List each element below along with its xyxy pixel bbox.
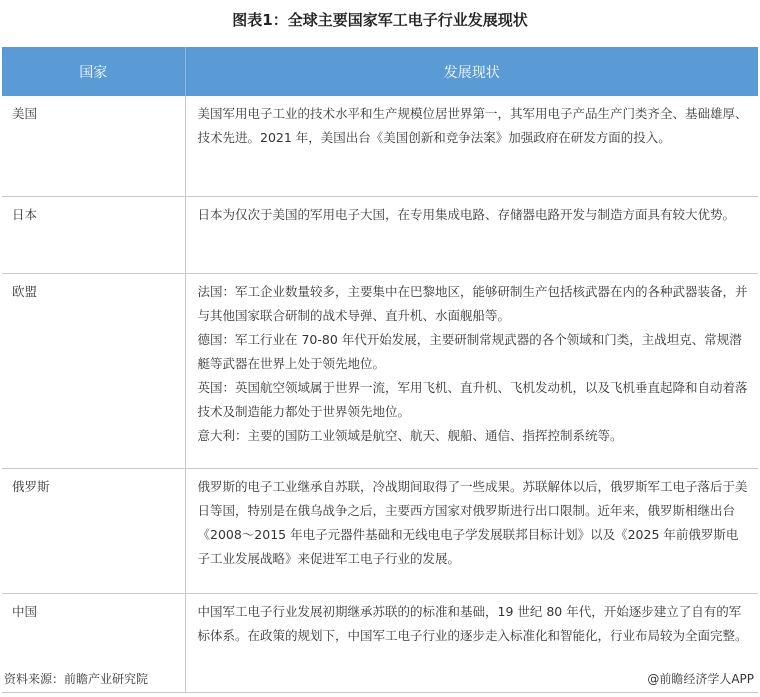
status-paragraph: 中国军工电子行业发展初期继承苏联的的标准和基础，19 世纪 80 年代，开始逐步建立了自有的军标体系。在政策的规划下，中国军工电子行业的逐步走入标准化和智能化，行业布局较为全面完整。 <box>197 604 748 643</box>
status-cell <box>185 96 758 197</box>
country-cell: 欧盟 <box>2 274 185 469</box>
country-cell: 中国 <box>2 594 185 693</box>
status-paragraph: 俄罗斯的电子工业继承自苏联，冷战期间取得了一些成果。苏联解体以后，俄罗斯军工电子落后于美日等国，特别是在俄乌战争之后，主要西方国家对俄罗斯进行出口限制。近年来，俄罗斯相继出台《2008～2015 年电子元器件基础和无线电电子学发展联邦目标计划》以及《2025 年前俄罗斯电子工业发展战略》来促进军工电子行业的发展。 <box>197 479 748 566</box>
status-table <box>2 47 758 693</box>
header-country: 国家 <box>2 47 185 96</box>
country-cell: 俄罗斯 <box>2 469 185 594</box>
table-header-row <box>2 47 758 96</box>
status-paragraph: 日本为仅次于美国的军用电子大国，在专用集成电路、存储器电路开发与制造方面具有较大优势。 <box>197 207 736 222</box>
status-paragraph-italy: 意大利：主要的国防工业领域是航空、航天、舰船、通信、指挥控制系统等。 <box>197 428 623 443</box>
country-cell: 美国 <box>2 96 185 197</box>
table-row <box>2 469 758 594</box>
status-paragraph: 美国军用电子工业的技术水平和生产规模位居世界第一，其军用电子产品生产门类齐全、基础雄厚、技术先进。2021 年，美国出台《美国创新和竞争法案》加强政府在研发方面的投入。 <box>197 106 748 145</box>
table-row <box>2 197 758 274</box>
status-cell <box>185 469 758 594</box>
source-note: 资料来源：前瞻产业研究院 <box>4 672 149 686</box>
header-status: 发展现状 <box>185 47 758 96</box>
status-paragraph-germany: 德国：军工行业在 70-80 年代开始发展，主要研制常规武器的各个领域和门类，主战坦克、常规潜艇等武器在世界上处于领先地位。 <box>197 332 742 371</box>
status-cell <box>185 274 758 469</box>
table-row <box>2 274 758 469</box>
status-cell <box>185 197 758 274</box>
chart-title: 图表1：全球主要国家军工电子行业发展现状 <box>232 11 528 29</box>
status-paragraph-france: 法国：军工企业数量较多，主要集中在巴黎地区，能够研制生产包括核武器在内的各种武器装备，并与其他国家联合研制的战术导弹、直升机、水面舰船等。 <box>197 284 748 323</box>
status-paragraph-uk: 英国：英国航空领域属于世界一流，军用飞机、直升机、飞机发动机，以及飞机垂直起降和自动着落技术及制造能力都处于世界领先地位。 <box>197 380 748 419</box>
country-cell: 日本 <box>2 197 185 274</box>
credit-note: @前瞻经济学人APP <box>647 672 754 686</box>
table-row <box>2 96 758 197</box>
